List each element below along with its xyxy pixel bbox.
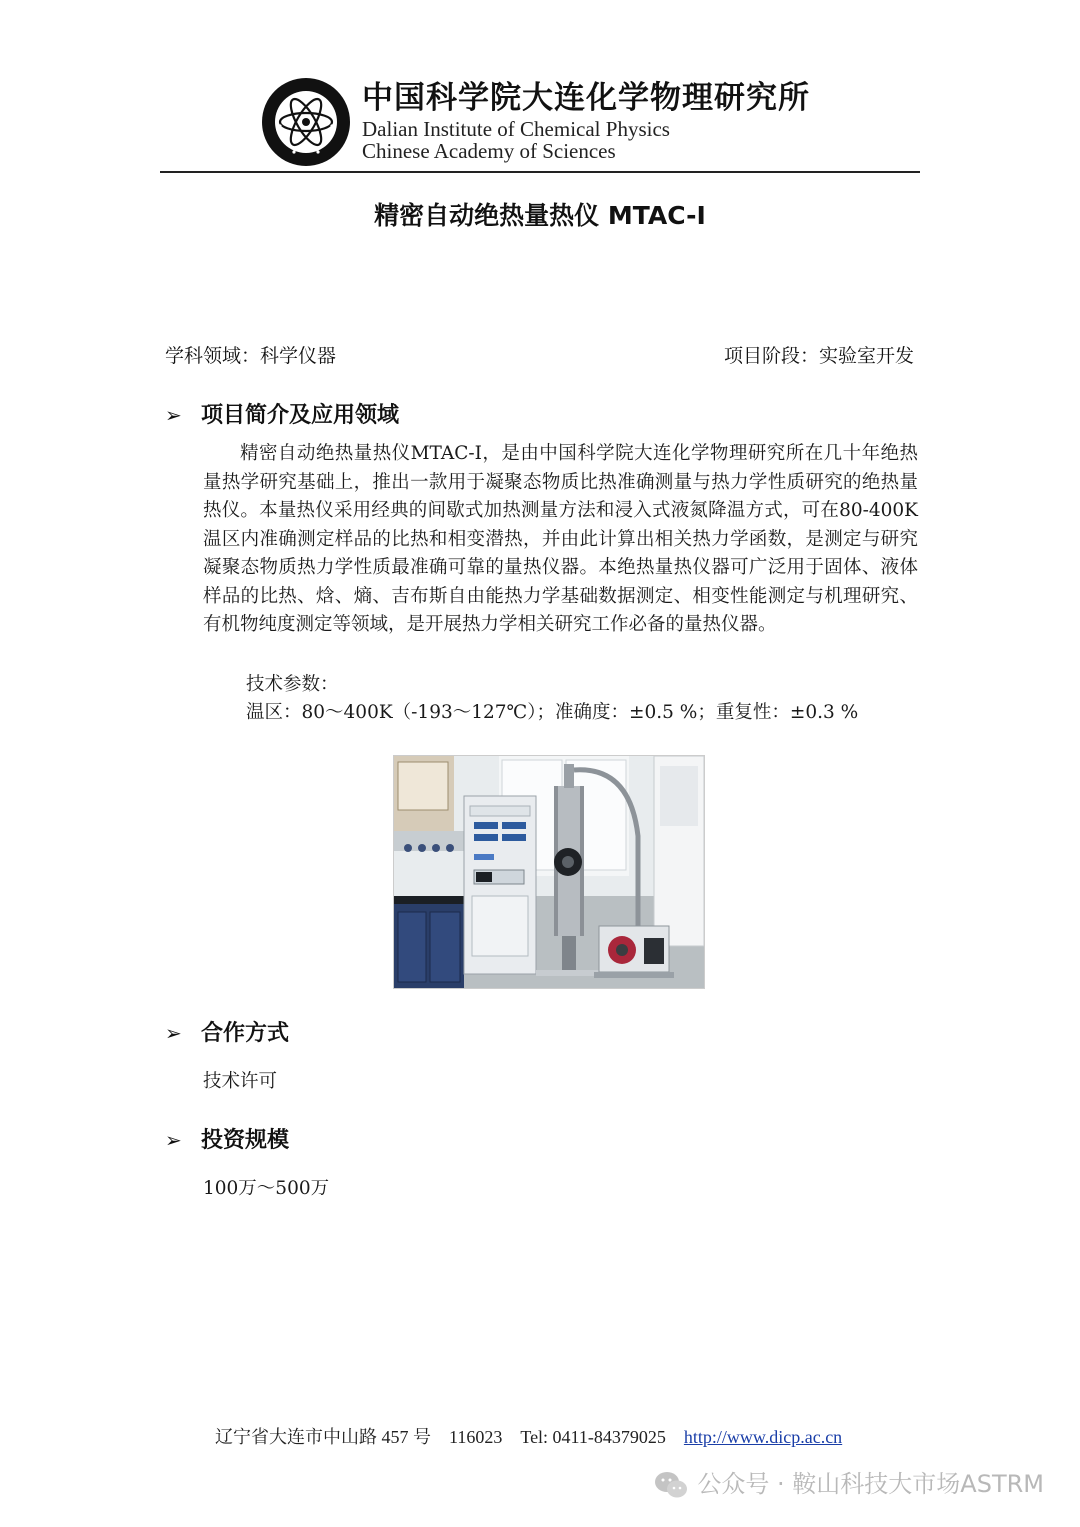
section-heading-text: 项目简介及应用领域 [201,403,400,428]
document-footer [206,1402,842,1449]
footer-address: 辽宁省大连市中山路 457 号 116023 Tel: 0411-84379025 [215,1427,684,1447]
section-heading-text: 投资规模 [201,1128,290,1153]
academy-name-en: Chinese Academy of Sciences [362,139,616,163]
section-intro-heading [165,398,399,429]
document-title: 精密自动绝热量热仪 MTAC-I [374,201,706,230]
section-cooperation-heading [165,1016,289,1047]
arrow-bullet-icon: ➢ [165,1021,182,1045]
intro-paragraph: 精密自动绝热量热仪MTAC-I，是由中国科学院大连化学物理研究所在几十年绝热量热学研究基础上，推出一款用于凝聚态物质比热准确测量与热力学性质研究的绝热量热仪。本量热仪采用经典的间歇式加热测量方法和浸入式液氮降温方式，可在80-400K温区内准确测定样品的比热和相变潜热，并由此计算出相关热力学函数，是测定与研究凝聚态物质热力学性质最准确可靠的量热仪器。本绝热量热仪器可广泛用于固体、液体样品的比热、焓、熵、吉布斯自由能热力学基础数据测定、相变性能测定与机理研究、有机物纯度测定等领域，是开展热力学相关研究工作必备的量热仪器。 [203,443,918,635]
atom-seal-icon [260,76,352,168]
instrument-photo [393,755,705,989]
arrow-bullet-icon: ➢ [165,403,182,427]
institute-name-en: Dalian Institute of Chemical Physics [362,117,670,141]
subject-field: 学科领域：科学仪器 [165,345,337,367]
wechat-icon [653,1470,689,1500]
section-investment-heading [165,1123,289,1154]
institute-name-cn: 中国科学院大连化学物理研究所 [362,80,810,116]
investment-scale: 100万～500万 [203,1178,330,1199]
cooperation-mode: 技术许可 [203,1071,278,1092]
document-header [160,72,920,172]
tech-params: 温区：80～400K（-193～127℃）；准确度：±0.5 %；重复性：±0.3 % [246,702,859,723]
arrow-bullet-icon: ➢ [165,1128,182,1152]
header-divider [160,171,920,173]
tech-params-label: 技术参数： [246,674,339,695]
wechat-watermark [653,1464,1044,1500]
project-stage: 项目阶段：实验室开发 [723,345,914,367]
section-heading-text: 合作方式 [201,1021,290,1046]
footer-website-link[interactable]: http://www.dicp.ac.cn [683,1427,843,1447]
watermark-text: 公众号 · 鞍山科技大市场ASTRM [697,1470,1044,1498]
